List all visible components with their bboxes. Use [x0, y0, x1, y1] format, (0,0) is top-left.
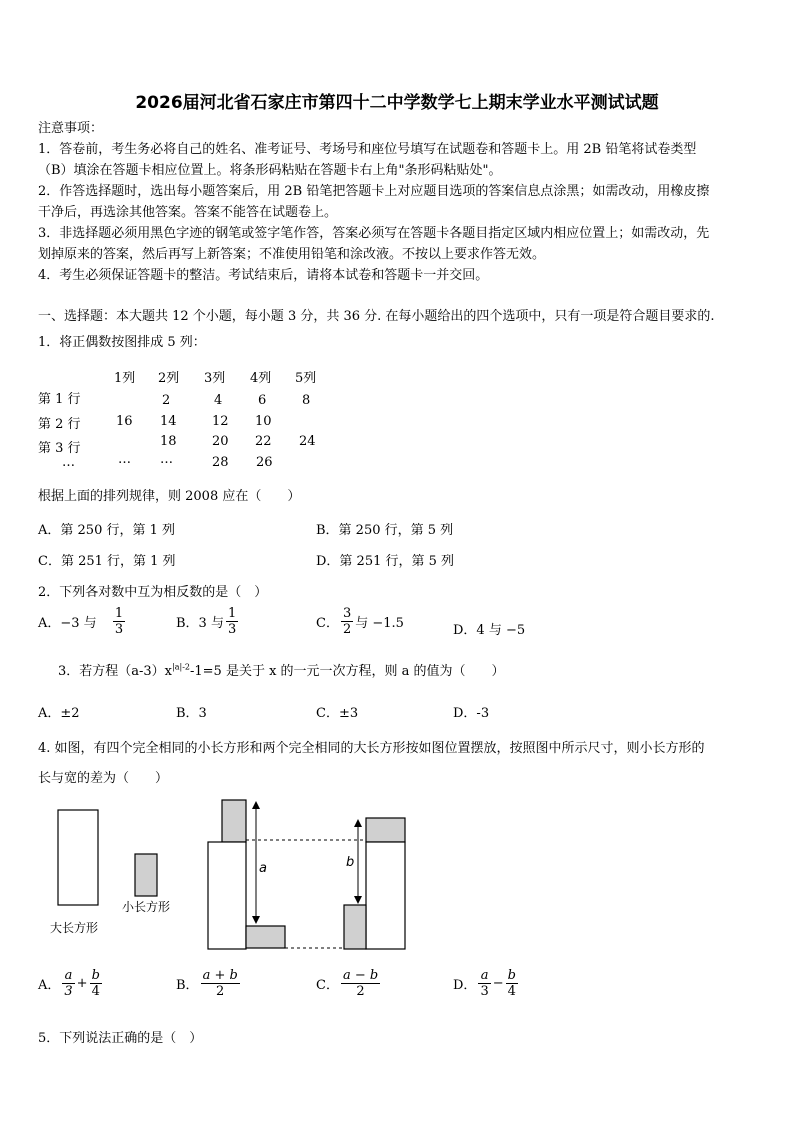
arrow-head [354, 896, 362, 904]
q1-cell: 12 [212, 414, 229, 429]
q2-option-d: D．4 与 −5 [453, 623, 526, 638]
label-small-rect: 小长方形 [122, 900, 171, 914]
q2-b-prefix: B．3 与 [176, 616, 224, 631]
q1-cell: 2 [162, 393, 171, 408]
q1-cell: 6 [258, 393, 267, 408]
fraction: $\frac{a}{3}$ [480, 968, 489, 999]
q2-option-a [38, 606, 127, 637]
notice-line-2: （B）填涂在答题卡相应位置上。将条形码粘贴在答题卡右上角"条形码粘贴处"。 [38, 163, 502, 178]
q2-option-b [176, 606, 240, 637]
q4-option-c: C． $\frac{a - b}{2}$ [316, 968, 379, 999]
fraction: $\frac{b}{4}$ [507, 968, 516, 999]
q1-question: 根据上面的排列规律，则 2008 应在（ ） [38, 489, 301, 504]
q3-option-a: A．±2 [38, 706, 80, 721]
q1-cell: 14 [160, 414, 177, 429]
q2-c-suffix: 与 −1.5 [355, 616, 404, 631]
q1-row-label-1: 第 1 行 [38, 392, 81, 407]
q5-stem: 5．下列说法正确的是（ ） [38, 1031, 203, 1046]
fraction: $\frac{a - b}{2}$ [342, 968, 379, 999]
q1-option-c: C．第 251 行，第 1 列 [38, 554, 176, 569]
q1-row-label-2: 第 2 行 [38, 417, 81, 432]
q1-cell: … [160, 452, 173, 467]
q1-cell: … [118, 452, 131, 467]
q3-option-c: C．±3 [316, 706, 359, 721]
small-rect-top-left [222, 800, 246, 842]
label-b: b [346, 855, 355, 870]
page-title: 2026届河北省石家庄市第四十二中学数学七上期末学业水平测试试题 [135, 93, 659, 113]
arrow-head [252, 801, 260, 809]
big-rectangle [58, 810, 98, 905]
q3-option-d: D．-3 [453, 706, 490, 721]
q4-stem-line2: 长与宽的差为（ ） [38, 771, 169, 786]
big-rect-left [208, 842, 246, 949]
q1-cell: 24 [299, 434, 316, 449]
notice-line-1: 1．答卷前，考生务必将自己的姓名、准考证号、考场号和座位号填写在试题卷和答题卡上。用 2B 铅笔将试卷类型 [38, 142, 697, 157]
q1-cell: 18 [160, 434, 177, 449]
big-rect-right [366, 842, 405, 949]
q1-option-b: B．第 250 行，第 5 列 [316, 523, 454, 538]
notice-line-7: 4．考生必须保证答题卡的整洁。考试结束后，请将本试卷和答题卡一并交回。 [38, 268, 489, 283]
q1-row-label-3: 第 3 行 [38, 441, 81, 456]
fraction: $\frac{a}{3}$ [64, 968, 73, 999]
q2-c-prefix: C． [316, 616, 339, 631]
fraction: $\frac{1}{3}$ [114, 606, 124, 637]
q3-stem [58, 660, 505, 679]
notice-line-5: 3．非选择题必须用黑色字迹的钢笔或签字笔作答，答案必须写在答题卡各题目指定区域内相应位置上；如需改动，先 [38, 226, 710, 241]
q1-cell: 10 [255, 414, 272, 429]
fraction: $\frac{1}{3}$ [227, 606, 237, 637]
fraction: $\frac{b}{4}$ [91, 968, 100, 999]
q1-option-a: A．第 250 行，第 1 列 [38, 523, 176, 538]
fraction: $\frac{3}{2}$ [342, 606, 352, 637]
q3-stem-a: 3．若方程（a-3）x [58, 664, 173, 679]
label-a: a [259, 861, 267, 876]
q1-col-4: 4列 [250, 371, 272, 386]
small-rectangle [135, 854, 157, 896]
section-heading: 一、选择题：本大题共 12 个小题，每小题 3 分，共 36 分. 在每小题给出的四个选项中，只有一项是符合题目要求的. [38, 309, 715, 324]
q2-stem: 2．下列各对数中互为相反数的是（ ） [38, 585, 268, 600]
q1-row-label-4: … [62, 455, 75, 470]
q1-option-d: D．第 251 行，第 5 列 [316, 554, 455, 569]
q1-col-1: 1列 [114, 371, 136, 386]
q1-cell: 26 [256, 455, 273, 470]
q3-option-b: B．3 [176, 706, 207, 721]
q1-col-3: 3列 [204, 371, 226, 386]
q1-cell: 8 [302, 393, 311, 408]
notice-line-6: 划掉原来的答案，然后再写上新答案；不准使用铅笔和涂改液。不按以上要求作答无效。 [38, 247, 546, 262]
q1-cell: 20 [212, 434, 229, 449]
notice-line-4: 干净后，再选涂其他答案。答案不能答在试题卷上。 [38, 205, 338, 220]
q4-option-a: A． $\frac{a}{3}$ + $\frac{b}{4}$ [38, 968, 100, 999]
notice-line-3: 2．作答选择题时，选出每小题答案后，用 2B 铅笔把答题卡上对应题目选项的答案信息点涂黑；如需改动，用橡皮擦 [38, 184, 710, 199]
q2-a-prefix: A．−3 与 [38, 616, 97, 631]
q3-stem-b: -1=5 是关于 x 的一元一次方程，则 a 的值为（ ） [189, 664, 505, 679]
arrow-head [252, 916, 260, 924]
q1-cell: 22 [255, 434, 272, 449]
fraction: $\frac{a + b}{2}$ [202, 968, 238, 999]
q4-figure [38, 795, 418, 955]
q1-cell: 4 [214, 393, 223, 408]
q1-col-5: 5列 [295, 371, 317, 386]
q1-cell: 16 [116, 414, 133, 429]
q4-option-b: B． $\frac{a + b}{2}$ [176, 968, 238, 999]
notice-heading: 注意事项： [38, 121, 104, 136]
small-rect-top-right [366, 818, 405, 842]
q1-cell: 28 [212, 455, 229, 470]
label-big-rect: 大长方形 [50, 921, 99, 935]
small-rect-bottom-left [246, 926, 285, 948]
arrow-head [354, 819, 362, 827]
q4-stem-line1: 4. 如图，有四个完全相同的小长方形和两个完全相同的大长方形按如图位置摆放，按照图中所示尺寸，则小长方形的 [38, 741, 705, 756]
q1-stem: 1．将正偶数按图排成 5 列： [38, 335, 206, 350]
small-rect-bottom-right [344, 905, 366, 949]
q3-exponent: |a|-2 [172, 662, 190, 672]
q2-option-c [316, 606, 404, 637]
q1-col-2: 2列 [158, 371, 180, 386]
q4-option-d: D． $\frac{a}{3}$ − $\frac{b}{4}$ [453, 968, 516, 999]
